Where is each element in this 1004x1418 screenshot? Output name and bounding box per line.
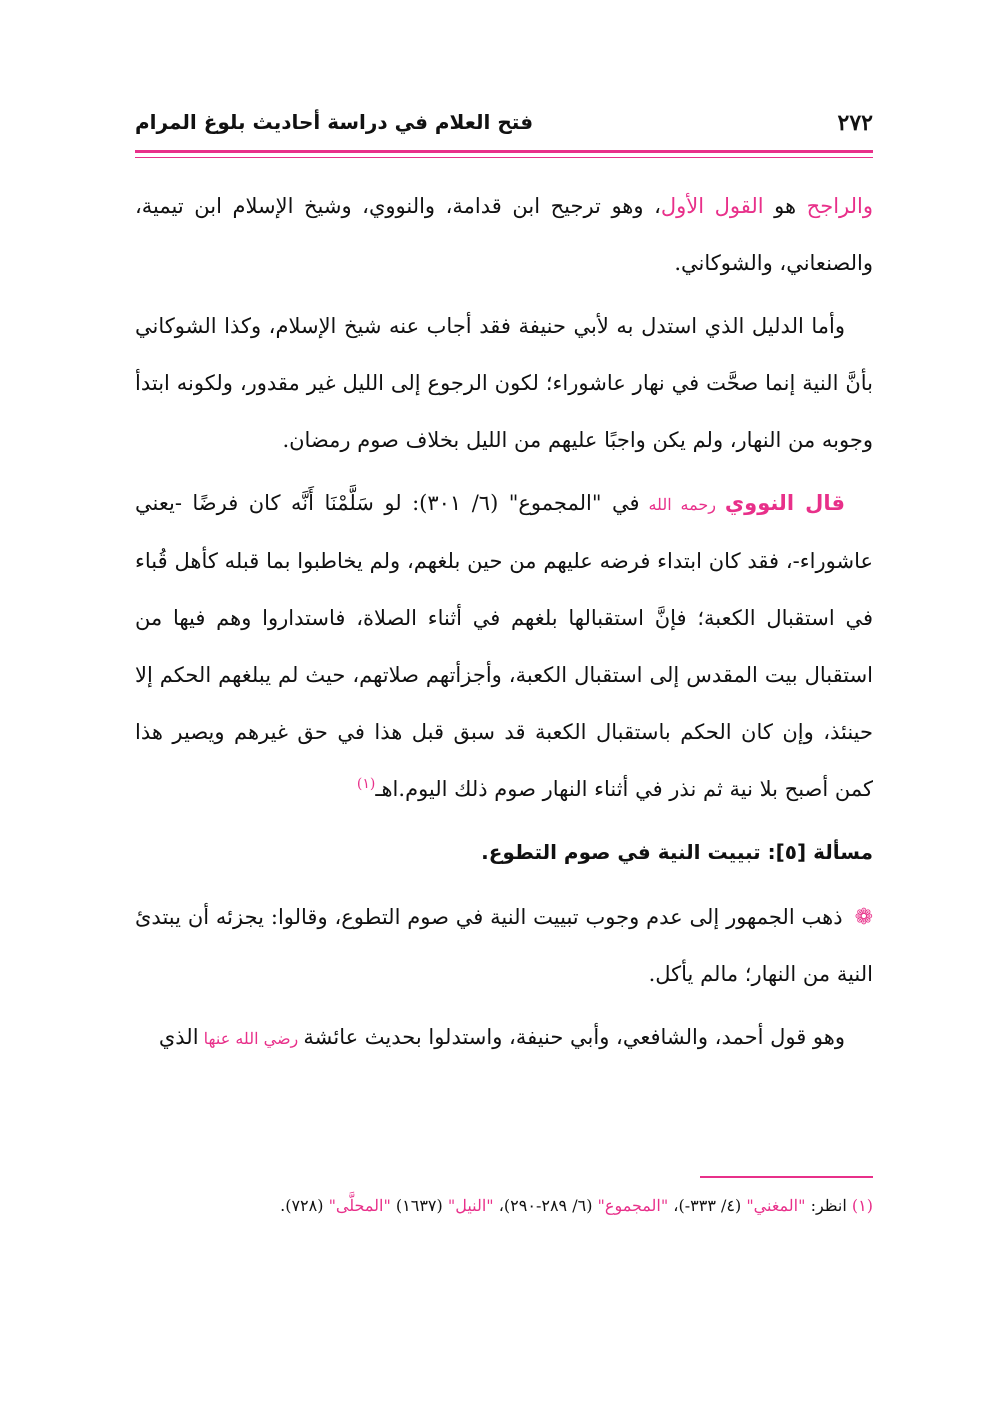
footnote-text: (٤/ ٣٣٣-)، [668,1196,747,1215]
header-rule-thin [135,157,873,158]
footnote [135,1190,873,1222]
nawawi-lead: قال النووي [724,491,845,515]
section-heading: مسألة [٥]: تبييت النية في صوم التطوع. [481,840,873,864]
footnote-number: (١) [851,1196,873,1215]
p1-text-2: ، وهو ترجيح ابن قدامة، والنووي، وشيخ الإسلام ابن تيمية، والصنعاني، والشوكاني. [135,194,873,275]
page-number: ٢٧٢ [837,110,873,136]
highlight-preferred: والراجح [806,194,873,218]
p1-text-1: هو [763,194,807,218]
nawawi-quote-text: في "المجموع" (٦/ ٣٠١): لو سَلَّمْنَا أَنَّه كان فرضًا -يعني عاشوراء-، فقد كان ابتداء فرضه عليهم من حين بلغهم، ولم يخاطبوا بما قبله كأهل قُباء في استقبال الكعبة؛ فإنَّ استقبالها بلغهم في أثناء الصلاة، فاستداروا وهم فيها من استقبال بيت المقدس إلى استقبال الكعبة، وأجزأتهم صلاتهم، حيث لم يبلغهم الحكم إلا حينئذ، وإن كان الحكم باستقبال الكعبة قد سبق قبل هذا في حق غيرهم ويصير هذا كمن أصبح بلا نية ثم نذر في أثناء النهار صوم ذلك اليوم.اهـ [135,491,873,801]
footnote-text: (١٦٣٧) [390,1196,448,1215]
page-body [135,178,873,1073]
paragraph-nawawi-quote [135,475,873,818]
footnote-reference[interactable]: (١) [356,776,376,792]
highlight-first-opinion: القول الأول [660,194,764,218]
running-header [135,110,873,150]
flower-bullet-icon: ❁ [854,905,873,930]
header-rule-thick [135,150,873,153]
source-muhalla: "المحلَّى" [328,1196,391,1215]
paragraph-aisha-hadith [135,1009,873,1067]
footnote-text: (٦/ ٢٨٩-٢٩٠)، [493,1196,598,1215]
paragraph-preferred-opinion [135,178,873,292]
footnote-text: (٧٢٨). [280,1196,329,1215]
p5-text-2: الذي [158,1025,199,1049]
book-title: فتح العلام في دراسة أحاديث بلوغ المرام [135,110,534,134]
paragraph-abu-hanifa-evidence: وأما الدليل الذي استدل به لأبي حنيفة فقد أجاب عنه شيخ الإسلام، وكذا الشوكاني بأنَّ النية إنما صحَّت في نهار عاشوراء؛ لكون الرجوع إلى الليل غير مقدور، ولكونه ابتدأ وجوبه من النهار، ولم يكن واجبًا عليهم من الليل بخلاف صوم رمضان. [135,314,873,452]
majority-view-text: ذهب الجمهور إلى عدم وجوب تبييت النية في صوم التطوع، وقالوا: يجزئه أن يبتدئ النية من النهار؛ مالم يأكل. [135,905,873,986]
source-nayl: "النيل" [447,1196,494,1215]
source-majmu: "المجموع" [597,1196,669,1215]
honorific: رحمه الله [639,495,725,514]
honorific-aisha: رضي الله عنها [198,1029,304,1048]
p5-text-1: وهو قول أحمد، والشافعي، وأبي حنيفة، واستدلوا بحديث عائشة [303,1025,845,1049]
paragraph-majority-view [135,889,873,1003]
footnote-separator [700,1176,873,1178]
source-mughni: "المغني" [746,1196,806,1215]
footnote-text: انظر: [805,1196,852,1215]
